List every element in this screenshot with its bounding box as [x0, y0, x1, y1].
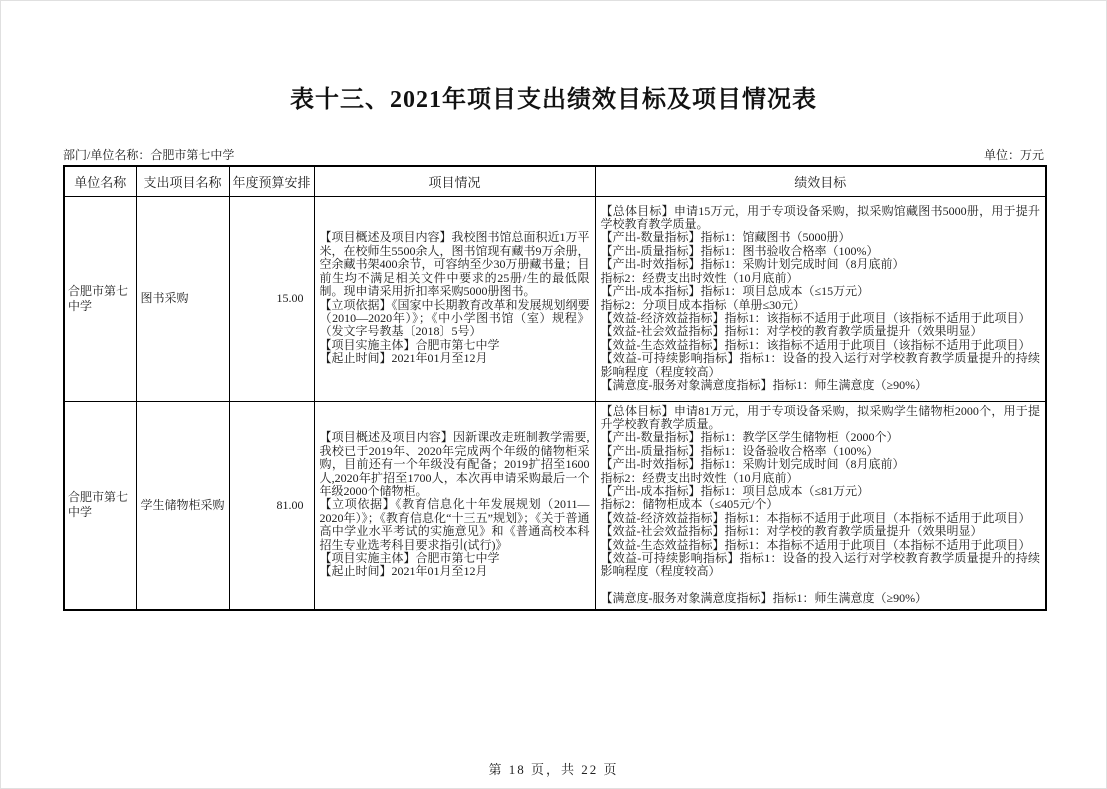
text-paragraph: 【起止时间】2021年01月至12月 [319, 351, 488, 366]
header-project-name: 支出项目名称 [136, 166, 229, 196]
text-paragraph: 【产出-时效指标】指标1：采购计划完成时间（8月底前） [600, 257, 905, 272]
text-paragraph: 【效益-生态效益指标】指标1：本指标不适用于此项目（本指标不适用于此项目） [600, 537, 1031, 552]
text-paragraph: 指标2：分项目成本指标（单册≤30元） [600, 297, 806, 312]
table-header [64, 166, 1046, 196]
text-paragraph: 【产出-数量指标】指标1：教学区学生储物柜（2000个） [600, 430, 899, 445]
text-paragraph: 【效益-经济效益指标】指标1：该指标不适用于此项目（该指标不适用于此项目） [600, 310, 1031, 325]
text-paragraph: 【效益-可持续影响指标】指标1：设备的投入运行对学校教育教学质量提升的持续影响程度（程度较高） [600, 550, 1040, 579]
text-paragraph: 【总体目标】申请81万元，用于专项设备采购，拟采购学生储物柜2000个，用于提升学校教育教学质量。 [600, 403, 1040, 431]
text-paragraph: 【项目概述及项目内容】我校图书馆总面积近1万平米，在校师生5500余人，图书馆现有藏书9万余册，空余藏书架400余节，可容纳至少30万册藏书量；目前生均不满足相关文件中要求的25册/生的最低限制。现申请采用折扣率采购5000册图书。 [319, 230, 590, 299]
text-paragraph: 【效益-社会效益指标】指标1：对学校的教育教学质量提升（效果明显） [600, 324, 983, 339]
text-paragraph: 【效益-社会效益指标】指标1：对学校的教育教学质量提升（效果明显） [600, 524, 983, 539]
unit-cell: 合肥市第七中学 [64, 196, 136, 401]
text-paragraph: 【产出-成本指标】指标1：项目总成本（≤15万元） [600, 284, 870, 299]
page-number: 第 18 页，共 22 页 [488, 761, 619, 777]
table-row [64, 401, 1046, 610]
text-paragraph: 【项目实施主体】合肥市第七中学 [319, 550, 500, 565]
project-cell: 图书采购 [136, 196, 229, 401]
text-paragraph: 【立项依据】《国家中长期教育改革和发展规划纲要（2010—2020年）》；《中小学图书馆（室）规程》（发文字号教基〔2018〕5号） [319, 297, 590, 339]
text-paragraph: 【立项依据】《教育信息化十年发展规划（2011—2020年）》；《教育信息化“十三五”规划》；《关于普通高中学业水平考试的实施意见》和《普通高校本科招生专业选考科目要求指引(试行)》 [319, 497, 590, 552]
situation-cell [314, 196, 595, 401]
header-row [64, 166, 1046, 196]
department-name [63, 146, 234, 163]
page-title: 表十三、2021年项目支出绩效目标及项目情况表 [290, 87, 817, 113]
header-unit-name: 单位名称 [64, 166, 136, 196]
text-paragraph: 【效益-生态效益指标】指标1：该指标不适用于此项目（该指标不适用于此项目） [600, 337, 1031, 352]
budget-cell: 15.00 [229, 196, 314, 401]
performance-table [63, 165, 1047, 611]
text-paragraph: 指标2：储物柜成本（≤405元/个） [600, 497, 779, 512]
department-label: 部门/单位名称： [63, 148, 151, 162]
text-paragraph: 【项目实施主体】合肥市第七中学 [319, 337, 500, 352]
text-paragraph: 【满意度-服务对象满意度指标】指标1：师生满意度（≥90%） [600, 591, 928, 606]
text-paragraph: 【效益-经济效益指标】指标1：本指标不适用于此项目（本指标不适用于此项目） [600, 510, 1031, 525]
table-body [64, 196, 1046, 610]
unit-label: 单位：万元 [983, 148, 1044, 162]
header-performance-targets: 绩效目标 [595, 166, 1046, 196]
targets-cell [595, 401, 1046, 610]
text-paragraph: 【满意度-服务对象满意度指标】指标1：师生满意度（≥90%） [600, 377, 928, 392]
text-paragraph: 【产出-质量指标】指标1：图书验收合格率（100%） [600, 243, 879, 258]
text-paragraph: 【总体目标】申请15万元，用于专项设备采购，拟采购馆藏图书5000册，用于提升学校教育教学质量。 [600, 203, 1040, 232]
text-paragraph: 【产出-质量指标】指标1：设备验收合格率（100%） [600, 443, 879, 458]
text-paragraph: 【起止时间】2021年01月至12月 [319, 564, 488, 579]
text-paragraph: 【产出-时效指标】指标1：采购计划完成时间（8月底前） [600, 457, 905, 472]
header-project-situation: 项目情况 [314, 166, 595, 196]
table-row [64, 196, 1046, 401]
budget-cell: 81.00 [229, 401, 314, 610]
department-value: 合肥市第七中学 [150, 148, 235, 162]
text-paragraph: 【产出-数量指标】指标1：馆藏图书（5000册） [600, 230, 851, 245]
text-paragraph: 指标2：经费支出时效性（10月底前） [600, 470, 799, 485]
text-paragraph: 【产出-成本指标】指标1：项目总成本（≤81万元） [600, 483, 870, 498]
project-cell: 学生储物柜采购 [136, 401, 229, 610]
header-annual-budget: 年度预算安排 [229, 166, 314, 196]
text-paragraph: 【项目概述及项目内容】因新课改走班制教学需要,我校已于2019年、2020年完成两个年级的储物柜采购，目前还有一个年级没有配备；2019扩招至1600人,2020年扩招至1700人，本次再申请采购最后一个年级2000个储物柜。 [319, 430, 590, 498]
text-paragraph: 【效益-可持续影响指标】指标1：设备的投入运行对学校教育教学质量提升的持续影响程度（程度较高） [600, 351, 1040, 379]
unit-cell: 合肥市第七中学 [64, 401, 136, 610]
situation-cell [314, 401, 595, 610]
targets-cell [595, 196, 1046, 401]
meta-row [63, 146, 1044, 165]
text-paragraph: 指标2：经费支出时效性（10月底前） [600, 270, 799, 285]
